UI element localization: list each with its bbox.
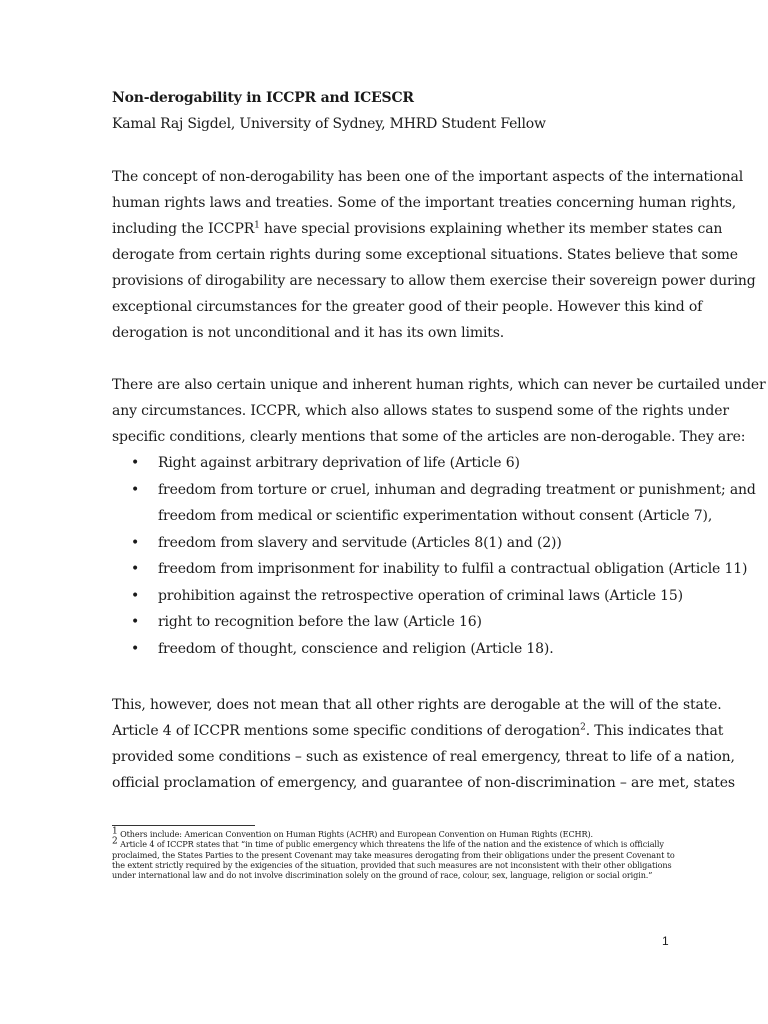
paragraph-2 [112,372,766,450]
paragraph-line: provisions of dirogability are necessary to allow them exercise their sovereign power during [112,273,756,289]
list-item [112,530,712,557]
list-item [112,450,712,477]
paragraph-3 [112,692,735,796]
list-item-text: freedom from medical or scientific experimentation without consent (Article 7), [158,508,713,524]
paragraph-line: official proclamation of emergency, and guarantee of non-discrimination – are met, states [112,775,735,791]
list-item [112,609,712,636]
bullet-icon: • [131,534,140,551]
footnote-reference-1[interactable]: 1 [254,220,260,231]
list-item-text: freedom from imprisonment for inability to fulfil a contractual obligation (Article 11) [158,561,748,577]
footnote-line: the extent strictly required by the exigencies of the situation, provided that such measures are not inconsistent with their other obligations [112,859,672,870]
list-item [112,477,756,530]
paragraph-line: specific conditions, clearly mentions that some of the articles are non-derogable. They are: [112,429,746,445]
footnote-reference-2[interactable]: 2 [580,722,586,733]
bullet-icon: • [131,455,140,471]
paragraph-1 [112,164,756,346]
page-number: 1 [662,934,669,948]
list-item [112,583,712,610]
list-item-text: freedom of thought, conscience and religion (Article 18). [158,640,554,657]
paragraph-line: derogate from certain rights during some exceptional situations. States believe that some [112,247,738,263]
bullet-icon: • [131,481,140,498]
bullet-icon: • [131,614,140,630]
paragraph-line: any circumstances. ICCPR, which also allows states to suspend some of the rights under [112,403,729,419]
list-item-text: freedom from slavery and servitude (Articles 8(1) and (2)) [158,534,562,551]
author-line: Kamal Raj Sigdel, University of Sydney, MHRD Student Fellow [112,116,546,132]
non-derogable-rights-list [112,450,756,662]
footnote-line: under international law and do not involve discrimination solely on the ground of race, colour, sex, language, religion or social origin.” [112,870,653,881]
footnote-text: Others include: American Convention on Human Rights (ACHR) and European Convention on Human Rights (ECHR). [117,829,594,839]
paragraph-line: exceptional circumstances for the greater good of their people. However this kind of [112,299,703,315]
footnotes [112,826,712,881]
footnote-divider [112,825,255,826]
paragraph-line: derogation is not unconditional and it has its own limits. [112,325,505,341]
footnote-text: Article 4 of ICCPR states that “in time of public emergency which threatens the life of the nation and the existence of which is officially [117,839,664,850]
document-title: Non-derogability in ICCPR and ICESCR [112,90,414,106]
paragraph-line: This, however, does not mean that all other rights are derogable at the will of the state. [112,697,722,713]
text-run: have special provisions explaining whether its member states can [259,221,723,237]
paragraph-line [112,718,724,744]
bullet-icon: • [131,587,140,604]
list-item [112,556,748,583]
paragraph-line: The concept of non-derogability has been one of the important aspects of the international [112,169,744,185]
list-item-text: right to recognition before the law (Article 16) [158,614,482,630]
list-item-text: prohibition against the retrospective operation of criminal laws (Article 15) [158,587,683,604]
paragraph-line: provided some conditions – such as existence of real emergency, threat to life of a nation, [112,749,735,765]
list-item [112,636,712,663]
footnote-1 [112,826,712,839]
text-run: . This indicates that [585,723,724,739]
footnote-mark: 2 [112,836,118,847]
text-run: Article 4 of ICCPR mentions some specific conditions of derogation [112,723,581,739]
bullet-icon: • [131,561,140,577]
list-item-text: freedom from torture or cruel, inhuman and degrading treatment or punishment; and [158,481,756,498]
footnote-mark: 1 [112,826,118,837]
bullet-icon: • [131,640,140,657]
paragraph-line [112,216,723,242]
paragraph-line: human rights laws and treaties. Some of the important treaties concerning human rights, [112,195,737,211]
paragraph-line: There are also certain unique and inherent human rights, which can never be curtailed under [112,377,766,393]
list-item-text: Right against arbitrary deprivation of life (Article 6) [158,455,520,471]
footnote-line: proclaimed, the States Parties to the present Covenant may take measures derogating from their obligations under the present Covenant to [112,849,675,860]
footnote-2 [112,836,712,850]
text-run: including the ICCPR [112,221,255,237]
